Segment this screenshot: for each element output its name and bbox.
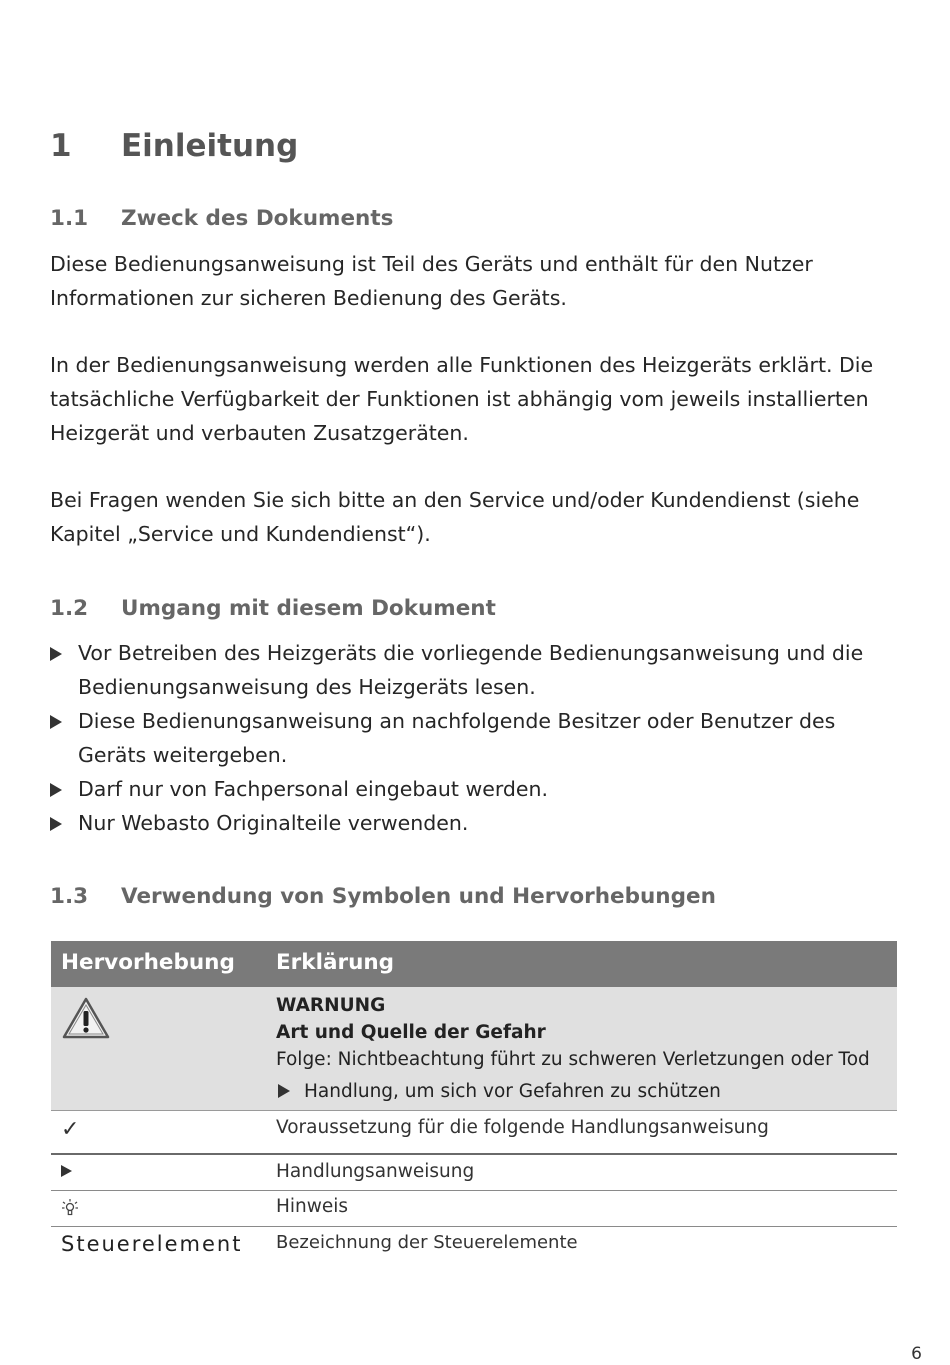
triangle-bullet-icon bbox=[50, 783, 62, 797]
warning-explanation bbox=[276, 992, 886, 1105]
chapter-heading bbox=[50, 128, 298, 164]
warning-consequence: Folge: Nichtbeachtung führt zu schweren Verletzungen oder Tod bbox=[276, 1049, 870, 1070]
page-number: 6 bbox=[911, 1344, 922, 1364]
list-item: Vor Betreiben des Heizgeräts die vorliegende Bedienungsanweisung und die Bedienungsanweisung des Heizgeräts lesen. bbox=[50, 636, 910, 704]
warning-action: Handlung, um sich vor Gefahren zu schützen bbox=[276, 1078, 886, 1105]
warning-triangle-icon bbox=[61, 996, 111, 1044]
row-explanation: Hinweis bbox=[276, 1196, 349, 1217]
chapter-title: Einleitung bbox=[121, 128, 299, 164]
list-item: Diese Bedienungsanweisung an nachfolgende Besitzer oder Benutzer des Geräts weitergeben. bbox=[50, 704, 910, 772]
table-row bbox=[51, 1191, 897, 1227]
section-heading-1-2 bbox=[50, 596, 496, 621]
section-number: 1.3 bbox=[50, 884, 89, 909]
control-element-label: Steuerelement bbox=[61, 1232, 243, 1256]
row-explanation: Handlungsanweisung bbox=[276, 1161, 475, 1182]
section-heading-1-1 bbox=[50, 206, 393, 231]
warning-title: WARNUNG bbox=[276, 995, 386, 1016]
chapter-number: 1 bbox=[50, 128, 72, 164]
section-number: 1.1 bbox=[50, 206, 89, 231]
table-header bbox=[51, 941, 897, 987]
paragraph-purpose: Diese Bedienungsanweisung ist Teil des Geräts und enthält für den Nutzer Informationen zur sicheren Bedienung des Geräts. bbox=[50, 252, 813, 310]
row-explanation: Bezeichnung der Steuerelemente bbox=[276, 1232, 578, 1253]
row-explanation: Voraussetzung für die folgende Handlungsanweisung bbox=[276, 1117, 769, 1138]
triangle-bullet-icon bbox=[50, 715, 62, 729]
triangle-bullet-icon bbox=[50, 647, 62, 661]
triangle-bullet-icon bbox=[50, 817, 62, 831]
warning-subtitle: Art und Quelle der Gefahr bbox=[276, 1022, 546, 1043]
triangle-arrow-icon bbox=[278, 1084, 290, 1098]
section-number: 1.2 bbox=[50, 596, 89, 621]
paragraph-functions: In der Bedienungsanweisung werden alle Funktionen des Heizgeräts erklärt. Die tatsächliche Verfügbarkeit der Funktionen ist abhängig vom jeweils installierten Heizgerät und verbauten Zusatzgeräten. bbox=[50, 353, 874, 445]
table-row bbox=[51, 1111, 897, 1155]
header-cell-emphasis: Hervorhebung bbox=[61, 950, 235, 975]
paragraph-questions: Bei Fragen wenden Sie sich bitte an den Service und/oder Kundendienst (siehe Kapitel „Service und Kundendienst“). bbox=[50, 488, 860, 546]
list-item: Darf nur von Fachpersonal eingebaut werden. bbox=[50, 772, 910, 806]
section-heading-1-3 bbox=[50, 884, 716, 909]
checkmark-icon: ✓ bbox=[61, 1117, 80, 1142]
section-title: Umgang mit diesem Dokument bbox=[121, 596, 496, 621]
table-row-warning bbox=[51, 987, 897, 1111]
lightbulb-icon bbox=[61, 1198, 79, 1222]
section-title: Zweck des Dokuments bbox=[121, 206, 394, 231]
symbols-table bbox=[51, 941, 897, 1263]
table-row bbox=[51, 1155, 897, 1191]
instruction-list bbox=[50, 636, 910, 840]
list-item: Nur Webasto Originalteile verwenden. bbox=[50, 806, 910, 840]
header-cell-explanation: Erklärung bbox=[276, 950, 395, 975]
section-title: Verwendung von Symbolen und Hervorhebungen bbox=[121, 884, 716, 909]
table-row bbox=[51, 1227, 897, 1263]
triangle-arrow-icon bbox=[61, 1165, 72, 1177]
